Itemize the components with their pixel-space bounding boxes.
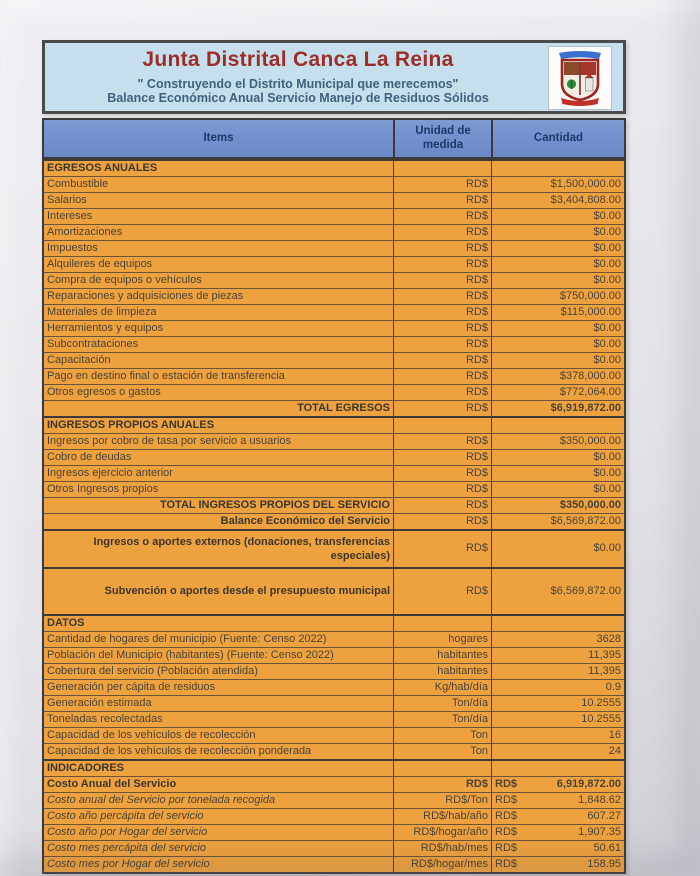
item-cell: Capacidad de los vehículos de recolección xyxy=(47,728,256,741)
unit-cell: RD$/hab/mes xyxy=(393,841,491,856)
table-row xyxy=(44,159,624,176)
item-cell: TOTAL INGRESOS PROPIOS DEL SERVICIO xyxy=(159,498,390,511)
table-row xyxy=(44,695,624,711)
unit-cell: RD$/hogar/año xyxy=(393,825,491,840)
item-cell: Balance Económico del Servicio xyxy=(220,514,390,527)
coat-of-arms-icon xyxy=(552,49,608,107)
table-row xyxy=(44,759,624,776)
table-row xyxy=(44,384,624,400)
column-header-cantidad: Cantidad xyxy=(491,120,624,157)
municipal-coat-of-arms-logo xyxy=(548,46,612,110)
unit-cell: RD$ xyxy=(393,289,491,304)
qty-value: $350,000.00 xyxy=(559,434,621,447)
qty-cell xyxy=(491,857,624,872)
unit-cell: RD$ xyxy=(393,498,491,513)
qty-value: 10.2555 xyxy=(581,712,621,725)
item-cell: Otros egresos o gastos xyxy=(47,385,161,398)
qty-value: $115,000.00 xyxy=(560,305,621,318)
unit-cell: RD$ xyxy=(393,482,491,497)
qty-value: 0.9 xyxy=(605,680,621,693)
qty-cell xyxy=(491,825,624,840)
qty-value: $0.00 xyxy=(593,353,621,366)
item-cell: Capacidad de los vehículos de recolección ponderada xyxy=(47,744,312,757)
item-cell: Impuestos xyxy=(47,241,98,254)
unit-cell: RD$ xyxy=(393,321,491,336)
item-cell: Capacitación xyxy=(47,353,111,366)
table-row xyxy=(44,513,624,529)
unit-cell: RD$ xyxy=(393,337,491,352)
qty-value: $0.00 xyxy=(593,209,621,222)
qty-value: $0.00 xyxy=(593,241,621,254)
qty-value: $0.00 xyxy=(593,225,621,238)
currency-prefix: RD$ xyxy=(495,793,518,806)
table-row xyxy=(44,240,624,256)
qty-value: 607.27 xyxy=(587,809,621,822)
item-cell: Cantidad de hogares del municipio (Fuente: Censo 2022) xyxy=(47,632,327,645)
item-cell: Costo Anual del Servicio xyxy=(47,777,177,790)
qty-cell xyxy=(491,193,624,208)
qty-value: 1,848.62 xyxy=(578,793,621,806)
unit-cell: RD$ xyxy=(393,369,491,384)
qty-cell xyxy=(491,273,624,288)
qty-cell xyxy=(491,841,624,856)
qty-value: $6,569,872.00 xyxy=(550,584,621,597)
item-cell: Costo mes percápita del servicio xyxy=(47,841,206,854)
qty-value: 11,395 xyxy=(588,664,621,677)
item-cell: INDICADORES xyxy=(47,761,125,774)
table-row xyxy=(44,416,624,433)
unit-cell xyxy=(393,161,491,176)
item-cell: Cobertura del servicio (Población atendida) xyxy=(47,664,258,677)
unit-cell: RD$ xyxy=(393,450,491,465)
qty-cell xyxy=(491,434,624,449)
item-cell: Costo mes por Hogar del servicio xyxy=(47,857,210,870)
unit-cell: habitantes xyxy=(393,648,491,663)
qty-value: $0.00 xyxy=(593,257,621,270)
qty-value: 6,919,872.00 xyxy=(556,777,621,790)
qty-cell xyxy=(491,531,624,567)
qty-cell xyxy=(491,680,624,695)
table-row xyxy=(44,497,624,513)
scanned-sheet xyxy=(42,40,626,874)
qty-value: $6,569,872.00 xyxy=(550,514,621,527)
qty-value: $0.00 xyxy=(593,542,621,555)
table-row xyxy=(44,320,624,336)
table-row xyxy=(44,176,624,192)
unit-cell: habitantes xyxy=(393,664,491,679)
qty-value: $772,064.00 xyxy=(559,385,621,398)
item-cell: DATOS xyxy=(47,616,85,629)
table-row xyxy=(44,647,624,663)
qty-cell xyxy=(491,809,624,824)
item-cell: Cobro de deudas xyxy=(47,450,132,463)
unit-cell: RD$ xyxy=(393,385,491,400)
qty-cell xyxy=(491,761,624,776)
item-cell: Toneladas recolectadas xyxy=(47,712,163,725)
item-cell: EGRESOS ANUALES xyxy=(47,161,158,174)
qty-cell xyxy=(491,728,624,743)
unit-cell: RD$/hogar/mes xyxy=(393,857,491,872)
qty-value: 16 xyxy=(608,728,621,741)
qty-cell xyxy=(491,648,624,663)
table-row xyxy=(44,400,624,416)
table-row xyxy=(44,304,624,320)
item-cell: Herramientos y equipos xyxy=(47,321,164,334)
qty-value: $0.00 xyxy=(593,337,621,350)
table-row xyxy=(44,567,624,614)
qty-value: $378,000.00 xyxy=(559,369,621,382)
qty-cell xyxy=(491,209,624,224)
unit-cell: RD$ xyxy=(393,241,491,256)
unit-cell: RD$ xyxy=(393,273,491,288)
unit-cell: Ton/día xyxy=(393,696,491,711)
unit-cell: RD$ xyxy=(393,401,491,416)
qty-value: $750,000.00 xyxy=(559,289,621,302)
qty-cell xyxy=(491,289,624,304)
item-cell: Ingresos o aportes externos (donaciones, transferencias especiales) xyxy=(93,535,390,562)
qty-cell xyxy=(491,418,624,433)
report-subtitle: Balance Económico Anual Servicio Manejo de Residuos Sólidos xyxy=(107,91,489,105)
unit-cell: hogares xyxy=(393,632,491,647)
column-header-unidad: Unidad de medida xyxy=(393,120,491,157)
unit-cell: RD$ xyxy=(393,225,491,240)
qty-cell xyxy=(491,744,624,759)
item-cell: Otros Ingresos propios xyxy=(47,482,159,495)
table-row xyxy=(44,679,624,695)
column-header-items: Items xyxy=(203,131,234,144)
qty-cell xyxy=(491,225,624,240)
currency-prefix: RD$ xyxy=(495,825,518,838)
table-row xyxy=(44,288,624,304)
table-header-row xyxy=(44,120,624,159)
qty-value: 50.61 xyxy=(593,841,621,854)
unit-cell: RD$ xyxy=(393,531,491,567)
unit-cell: RD$ xyxy=(393,353,491,368)
qty-value: 10.2555 xyxy=(581,696,621,709)
item-cell: Ingresos por cobro de tasa por servicio a usuarios xyxy=(47,434,291,447)
item-cell: Generación estimada xyxy=(47,696,152,709)
qty-cell xyxy=(491,450,624,465)
unit-cell: RD$ xyxy=(393,777,491,792)
unit-cell xyxy=(393,616,491,631)
qty-cell xyxy=(491,401,624,416)
unit-cell: RD$ xyxy=(393,466,491,481)
unit-cell xyxy=(393,418,491,433)
table-row xyxy=(44,433,624,449)
qty-cell xyxy=(491,257,624,272)
item-cell: TOTAL EGRESOS xyxy=(297,401,390,414)
item-cell: Amortizaciones xyxy=(47,225,123,238)
qty-cell xyxy=(491,177,624,192)
qty-cell xyxy=(491,616,624,631)
item-cell: Reparaciones y adquisiciones de piezas xyxy=(47,289,244,302)
table-row xyxy=(44,631,624,647)
item-cell: Combustible xyxy=(47,177,109,190)
table-row xyxy=(44,272,624,288)
table-row xyxy=(44,663,624,679)
qty-value: $0.00 xyxy=(593,273,621,286)
table-row xyxy=(44,192,624,208)
unit-cell: RD$/hab/año xyxy=(393,809,491,824)
item-cell: Alquileres de equipos xyxy=(47,257,153,270)
table-row xyxy=(44,743,624,759)
qty-value: 3628 xyxy=(596,632,621,645)
table-row xyxy=(44,336,624,352)
table-row xyxy=(44,808,624,824)
qty-cell xyxy=(491,321,624,336)
table-row xyxy=(44,481,624,497)
qty-value: $0.00 xyxy=(593,482,621,495)
table-row xyxy=(44,256,624,272)
unit-cell: RD$/Ton xyxy=(393,793,491,808)
qty-value: $0.00 xyxy=(593,466,621,479)
table-row xyxy=(44,465,624,481)
unit-cell: RD$ xyxy=(393,193,491,208)
table-row xyxy=(44,840,624,856)
qty-cell xyxy=(491,664,624,679)
item-cell: Generación per cápita de residuos xyxy=(47,680,216,693)
qty-value: 158.95 xyxy=(587,857,621,870)
title-band xyxy=(42,40,626,114)
qty-cell xyxy=(491,369,624,384)
qty-cell xyxy=(491,353,624,368)
item-cell: Costo año percápita del servicio xyxy=(47,809,204,822)
currency-prefix: RD$ xyxy=(495,841,518,854)
table-row xyxy=(44,727,624,743)
qty-value: $3,404,808.00 xyxy=(550,193,621,206)
qty-value: $6,919,872.00 xyxy=(550,401,621,414)
currency-prefix: RD$ xyxy=(495,809,518,822)
item-cell: Costo año por Hogar del servicio xyxy=(47,825,208,838)
table-row xyxy=(44,711,624,727)
qty-cell xyxy=(491,161,624,176)
page-title: Junta Distrital Canca La Reina xyxy=(142,48,454,71)
table-row xyxy=(44,368,624,384)
qty-value: 11,395 xyxy=(588,648,621,661)
qty-cell xyxy=(491,385,624,400)
item-cell: Costo anual del Servicio por tonelada recogida xyxy=(47,793,276,806)
qty-cell xyxy=(491,696,624,711)
unit-cell: RD$ xyxy=(393,209,491,224)
currency-prefix: RD$ xyxy=(495,857,518,870)
qty-value: 24 xyxy=(608,744,621,757)
unit-cell: RD$ xyxy=(393,514,491,529)
unit-cell: RD$ xyxy=(393,305,491,320)
unit-cell: RD$ xyxy=(393,257,491,272)
item-cell: Compra de equipos o vehículos xyxy=(47,273,202,286)
item-cell: Salarios xyxy=(47,193,87,206)
table-body xyxy=(44,159,624,872)
district-motto: " Construyendo el Distrito Municipal que merecemos" xyxy=(137,77,459,91)
qty-cell xyxy=(491,793,624,808)
qty-cell xyxy=(491,466,624,481)
unit-cell: Ton xyxy=(393,728,491,743)
unit-cell xyxy=(393,761,491,776)
unit-cell: Ton xyxy=(393,744,491,759)
qty-cell xyxy=(491,569,624,614)
table-row xyxy=(44,824,624,840)
table-row xyxy=(44,208,624,224)
table-row xyxy=(44,224,624,240)
table-row xyxy=(44,529,624,567)
table-row xyxy=(44,776,624,792)
item-cell: Subvención o aportes desde el presupuesto municipal xyxy=(104,584,390,597)
qty-cell xyxy=(491,482,624,497)
qty-value: $0.00 xyxy=(593,450,621,463)
qty-cell xyxy=(491,305,624,320)
item-cell: Pago en destino final o estación de transferencia xyxy=(47,369,285,382)
unit-cell: RD$ xyxy=(393,434,491,449)
qty-value: $350,000.00 xyxy=(559,498,621,511)
item-cell: Población del Municipio (habitantes) (Fuente: Censo 2022) xyxy=(47,648,334,661)
unit-cell: Ton/día xyxy=(393,712,491,727)
unit-cell: RD$ xyxy=(393,569,491,614)
item-cell: Subcontrataciones xyxy=(47,337,139,350)
qty-value: $1,500,000.00 xyxy=(550,177,621,190)
item-cell: Ingresos ejercicio anterior xyxy=(47,466,173,479)
qty-value: $0.00 xyxy=(593,321,621,334)
title-block xyxy=(45,48,551,105)
qty-cell xyxy=(491,712,624,727)
table-row xyxy=(44,352,624,368)
qty-value: 1,907.35 xyxy=(578,825,621,838)
item-cell: Intereses xyxy=(47,209,93,222)
qty-cell xyxy=(491,777,624,792)
currency-prefix: RD$ xyxy=(495,777,518,790)
unit-cell: RD$ xyxy=(393,177,491,192)
qty-cell xyxy=(491,498,624,513)
qty-cell xyxy=(491,514,624,529)
table-row xyxy=(44,792,624,808)
item-cell: INGRESOS PROPIOS ANUALES xyxy=(47,418,215,431)
balance-table xyxy=(42,118,626,874)
qty-cell xyxy=(491,632,624,647)
qty-cell xyxy=(491,337,624,352)
table-row xyxy=(44,856,624,872)
unit-cell: Kg/hab/día xyxy=(393,680,491,695)
item-cell: Materiales de limpieza xyxy=(47,305,157,318)
table-row xyxy=(44,614,624,631)
table-row xyxy=(44,449,624,465)
qty-cell xyxy=(491,241,624,256)
